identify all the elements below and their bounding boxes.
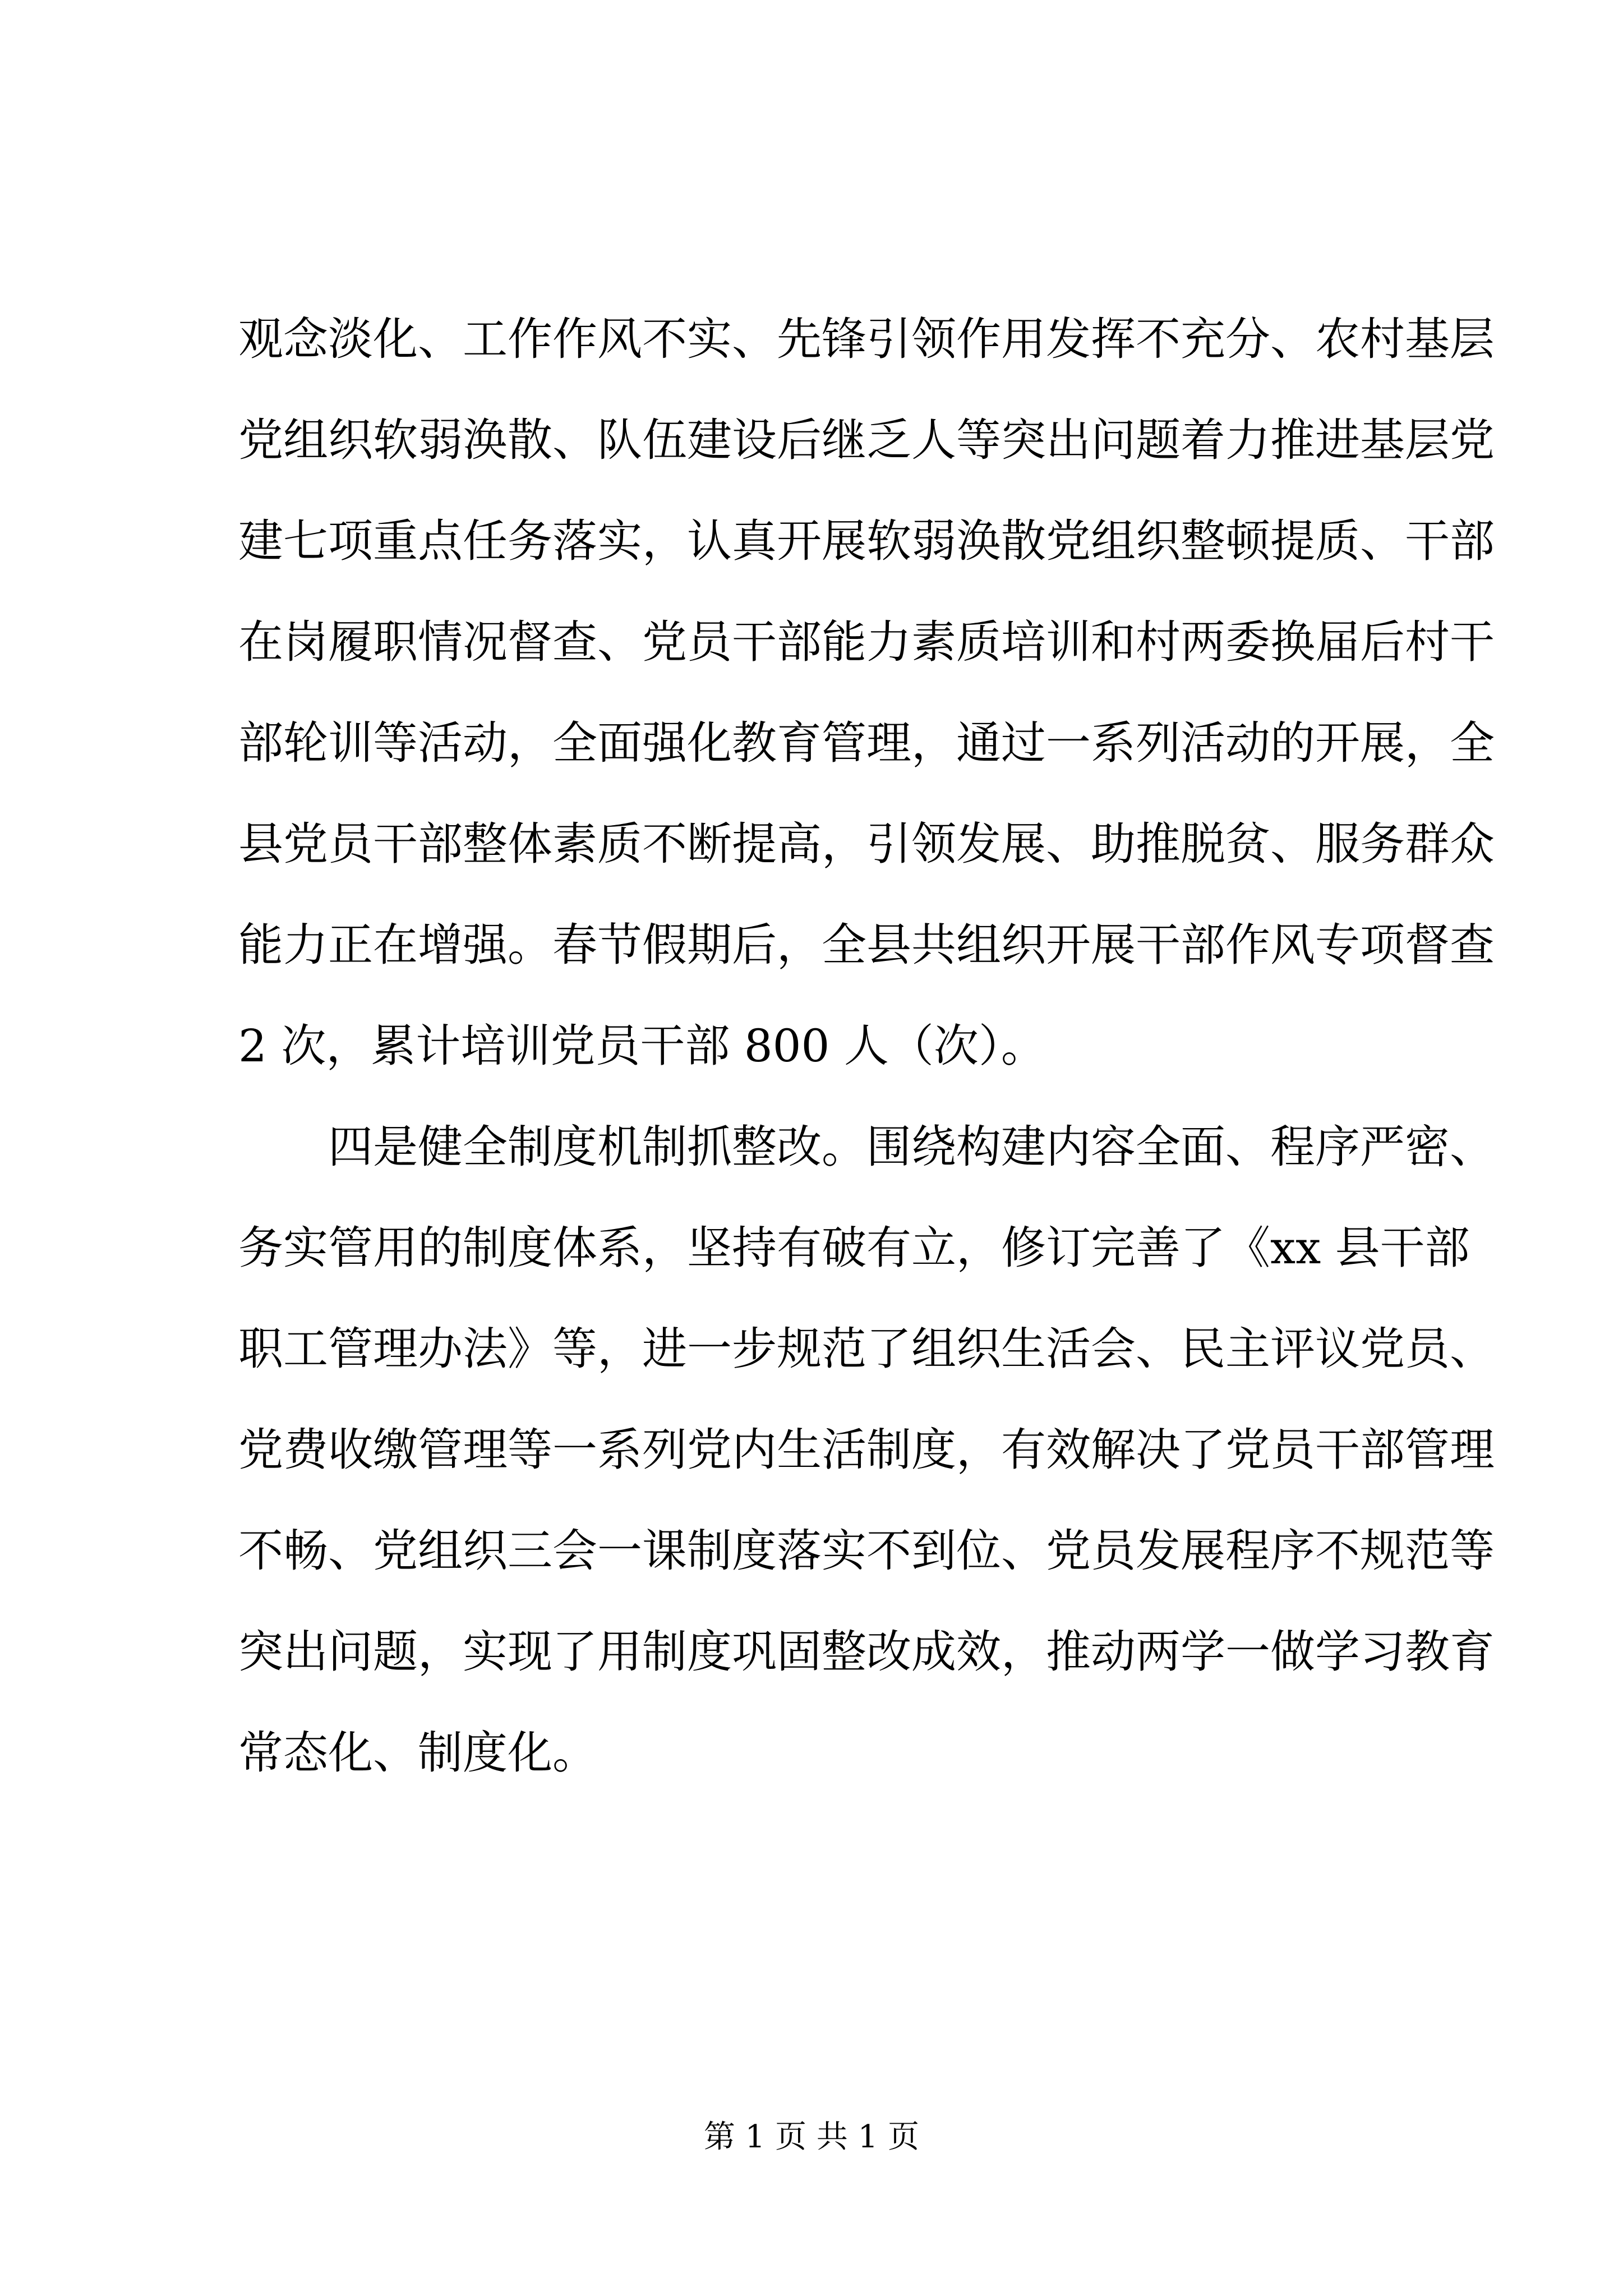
page-footer <box>0 2115 1623 2160</box>
paragraph-1-line-5: 部轮训等活动，全面强化教育管理，通过一系列活动的开展，全 <box>238 717 1495 769</box>
paragraph-1-line-7: 能力正在增强。春节假期后，全县共组织开展干部作风专项督查 <box>238 919 1495 971</box>
paragraph-2-line-5: 不畅、党组织三会一课制度落实不到位、党员发展程序不规范等 <box>238 1525 1495 1577</box>
paragraph-2-line-3: 职工管理办法》等，进一步规范了组织生活会、民主评议党员、 <box>238 1323 1495 1375</box>
paragraph-2 <box>238 1097 1495 1803</box>
page-number: 第 1 页 共 1 页 <box>703 2119 920 2155</box>
paragraph-2-line-4: 党费收缴管理等一系列党内生活制度，有效解决了党员干部管理 <box>238 1424 1495 1476</box>
paragraph-1-line-3: 建七项重点任务落实，认真开展软弱涣散党组织整顿提质、干部 <box>238 515 1495 567</box>
paragraph-2-line-7: 常态化、制度化。 <box>238 1727 597 1779</box>
document-body <box>238 289 1495 1803</box>
paragraph-1-line-1: 观念淡化、工作作风不实、先锋引领作用发挥不充分、农村基层 <box>238 313 1495 365</box>
paragraph-2-line-6: 突出问题，实现了用制度巩固整改成效，推动两学一做学习教育 <box>238 1626 1495 1678</box>
paragraph-1-line-8: 2 次，累计培训党员干部 800 人（次）。 <box>238 1020 1046 1072</box>
paragraph-1-line-2: 党组织软弱涣散、队伍建设后继乏人等突出问题着力推进基层党 <box>238 414 1495 466</box>
paragraph-1-line-4: 在岗履职情况督查、党员干部能力素质培训和村两委换届后村干 <box>238 616 1495 668</box>
paragraph-2-line-1: 四是健全制度机制抓整改。围绕构建内容全面、程序严密、 <box>328 1121 1495 1173</box>
paragraph-1 <box>238 289 1495 1097</box>
paragraph-2-line-2: 务实管用的制度体系，坚持有破有立，修订完善了《xx 县干部 <box>238 1222 1470 1274</box>
paragraph-1-line-6: 县党员干部整体素质不断提高，引领发展、助推脱贫、服务群众 <box>238 818 1495 870</box>
